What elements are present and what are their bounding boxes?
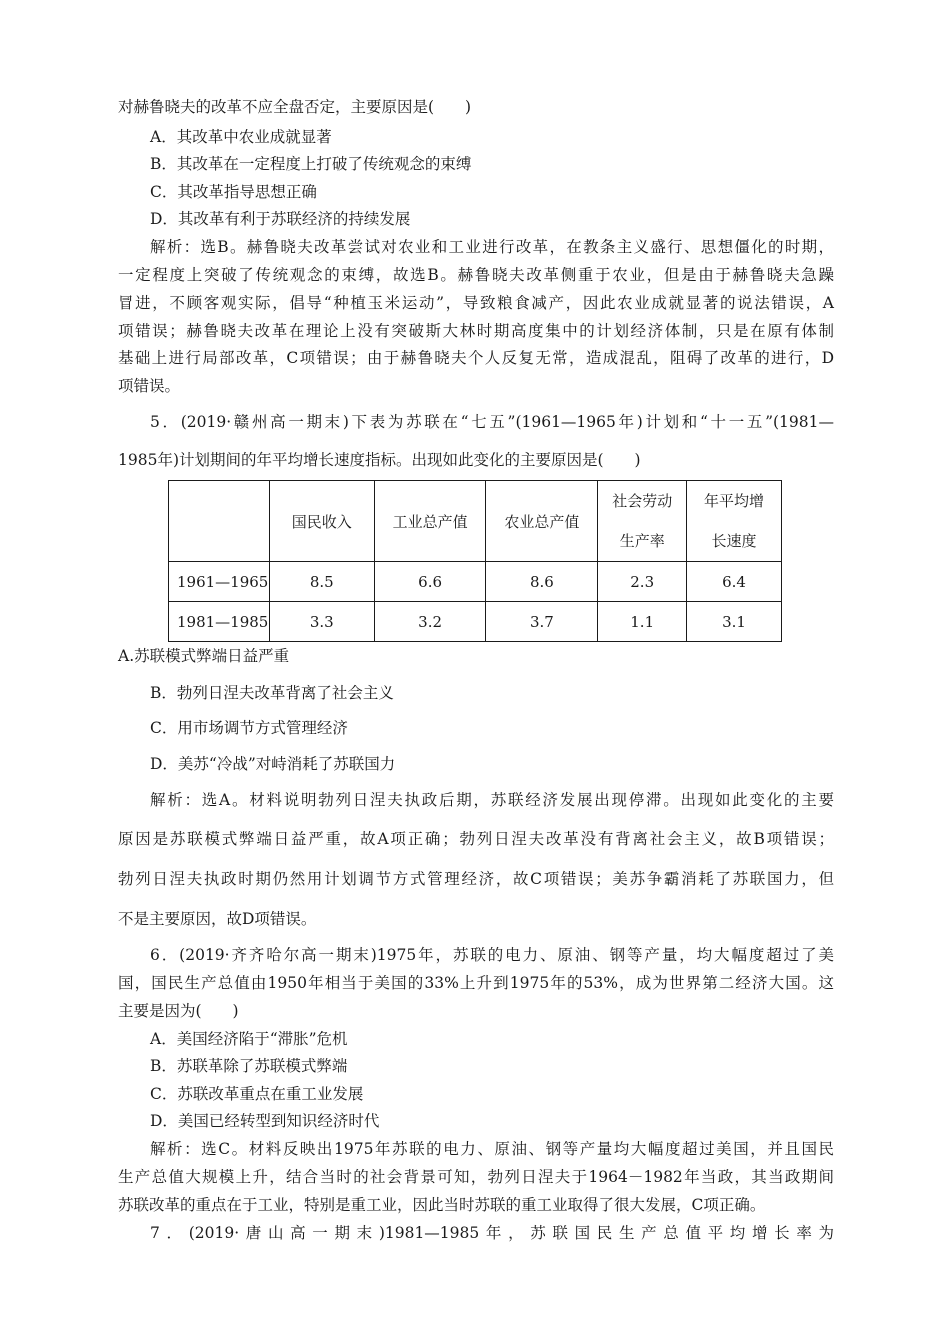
q4-explanation-line: 项错误。 — [118, 377, 181, 395]
header-text: 社会劳动 — [612, 492, 673, 510]
table-header-cell: 农业总产值 — [486, 481, 598, 562]
q6-explanation-line: 生产总值大规模上升，结合当时的社会背景可知，勃列日涅夫于1964－1982年当政，其当政期间 — [118, 1168, 834, 1186]
q6-option-d: D．美国已经转型到知识经济时代 — [150, 1112, 380, 1130]
q4-option-c: C．其改革指导思想正确 — [150, 183, 317, 201]
q4-option-a: A．其改革中农业成就显著 — [150, 128, 332, 146]
header-text: 长速度 — [711, 532, 757, 550]
q5-stem-line: 1985年)计划期间的年平均增长速度指标。出现如此变化的主要原因是( ) — [118, 451, 641, 469]
table-cell: 6.4 — [687, 562, 782, 602]
q5-option-c: C．用市场调节方式管理经济 — [150, 719, 348, 737]
q6-option-b: B．苏联革除了苏联模式弊端 — [150, 1057, 348, 1075]
q4-explanation-line: 冒进，不顾客观实际，倡导“种植玉米运动”，导致粮食减产，因此农业成就显著的说法错误，A — [118, 294, 834, 312]
table-cell: 1.1 — [598, 602, 687, 642]
table-corner-cell — [169, 481, 270, 562]
q6-option-a: A．美国经济陷于“滞胀”危机 — [150, 1030, 348, 1048]
q6-stem-line: 主要是因为( ) — [118, 1002, 239, 1020]
table-cell: 3.7 — [486, 602, 598, 642]
q4-explanation-line: 一定程度上突破了传统观念的束缚，故选B。赫鲁晓夫改革侧重于农业，但是由于赫鲁晓夫急躁 — [118, 266, 834, 284]
q6-explanation-line: 解析：选C。材料反映出1975年苏联的电力、原油、钢等产量均大幅度超过美国，并且国民 — [150, 1140, 834, 1158]
q5-option-b: B．勃列日涅夫改革背离了社会主义 — [150, 684, 394, 702]
q5-explanation-line: 不是主要原因，故D项错误。 — [118, 910, 317, 928]
table-cell: 8.5 — [269, 562, 374, 602]
q4-explanation-line: 解析：选B。赫鲁晓夫改革尝试对农业和工业进行改革，在教条主义盛行、思想僵化的时期， — [150, 238, 834, 256]
q5-explanation-line: 解析：选A。材料说明勃列日涅夫执政后期，苏联经济发展出现停滞。出现如此变化的主要 — [150, 791, 834, 809]
table-cell: 6.6 — [374, 562, 486, 602]
q4-explanation-line: 项错误；赫鲁晓夫改革在理论上没有突破斯大林时期高度集中的计划经济体制，只是在原有体制 — [118, 322, 834, 340]
table-cell: 3.1 — [687, 602, 782, 642]
table-header-cell: 国民收入 — [269, 481, 374, 562]
table-header-cell: 工业总产值 — [374, 481, 486, 562]
q5-stem-line: 5．(2019·赣州高一期末)下表为苏联在“七五”(1961—1965年)计划和“十一五”(1981— — [150, 413, 834, 431]
q4-option-b: B．其改革在一定程度上打破了传统观念的束缚 — [150, 155, 472, 173]
table-header-cell-labor — [598, 481, 687, 562]
table-row — [169, 602, 782, 642]
table-header-row — [169, 481, 782, 562]
q6-explanation-line: 苏联改革的重点在于工业，特别是重工业，因此当时苏联的重工业取得了很大发展，C项正确。 — [118, 1196, 766, 1214]
q5-option-d: D．美苏“冷战”对峙消耗了苏联国力 — [150, 755, 396, 773]
q6-stem-line: 国，国民生产总值由1950年相当于美国的33%上升到1975年的53%，成为世界第二经济大国。这 — [118, 974, 834, 992]
table-period-cell: 1981—1985 — [169, 602, 270, 642]
header-text: 年平均增 — [704, 492, 765, 510]
q5-explanation-line: 勃列日涅夫执政时期仍然用计划调节方式管理经济，故C项错误；美苏争霸消耗了苏联国力，但 — [118, 870, 834, 888]
growth-rate-table — [168, 480, 782, 642]
header-text: 生产率 — [619, 532, 665, 550]
q7-stem-line: 7．(2019·唐山高一期末)1981—1985年，苏联国民生产总值平均增长率为 — [150, 1224, 834, 1242]
table-cell: 8.6 — [486, 562, 598, 602]
q6-stem-line: 6．(2019·齐齐哈尔高一期末)1975年，苏联的电力、原油、钢等产量，均大幅度超过了美 — [150, 946, 834, 964]
table-cell: 3.3 — [269, 602, 374, 642]
q4-stem: 对赫鲁晓夫的改革不应全盘否定，主要原因是( ) — [118, 98, 472, 116]
q5-explanation-line: 原因是苏联模式弊端日益严重，故A项正确；勃列日涅夫改革没有背离社会主义，故B项错误； — [118, 830, 834, 848]
q5-option-a: A.苏联模式弊端日益严重 — [118, 647, 290, 665]
table-row — [169, 562, 782, 602]
table-period-cell: 1961—1965 — [169, 562, 270, 602]
table-cell: 3.2 — [374, 602, 486, 642]
table-cell: 2.3 — [598, 562, 687, 602]
q4-option-d: D．其改革有利于苏联经济的持续发展 — [150, 210, 411, 228]
q4-explanation-line: 基础上进行局部改革，C项错误；由于赫鲁晓夫个人反复无常，造成混乱，阻碍了改革的进行，D — [118, 349, 834, 367]
table-header-cell-avg — [687, 481, 782, 562]
q6-option-c: C．苏联改革重点在重工业发展 — [150, 1085, 364, 1103]
